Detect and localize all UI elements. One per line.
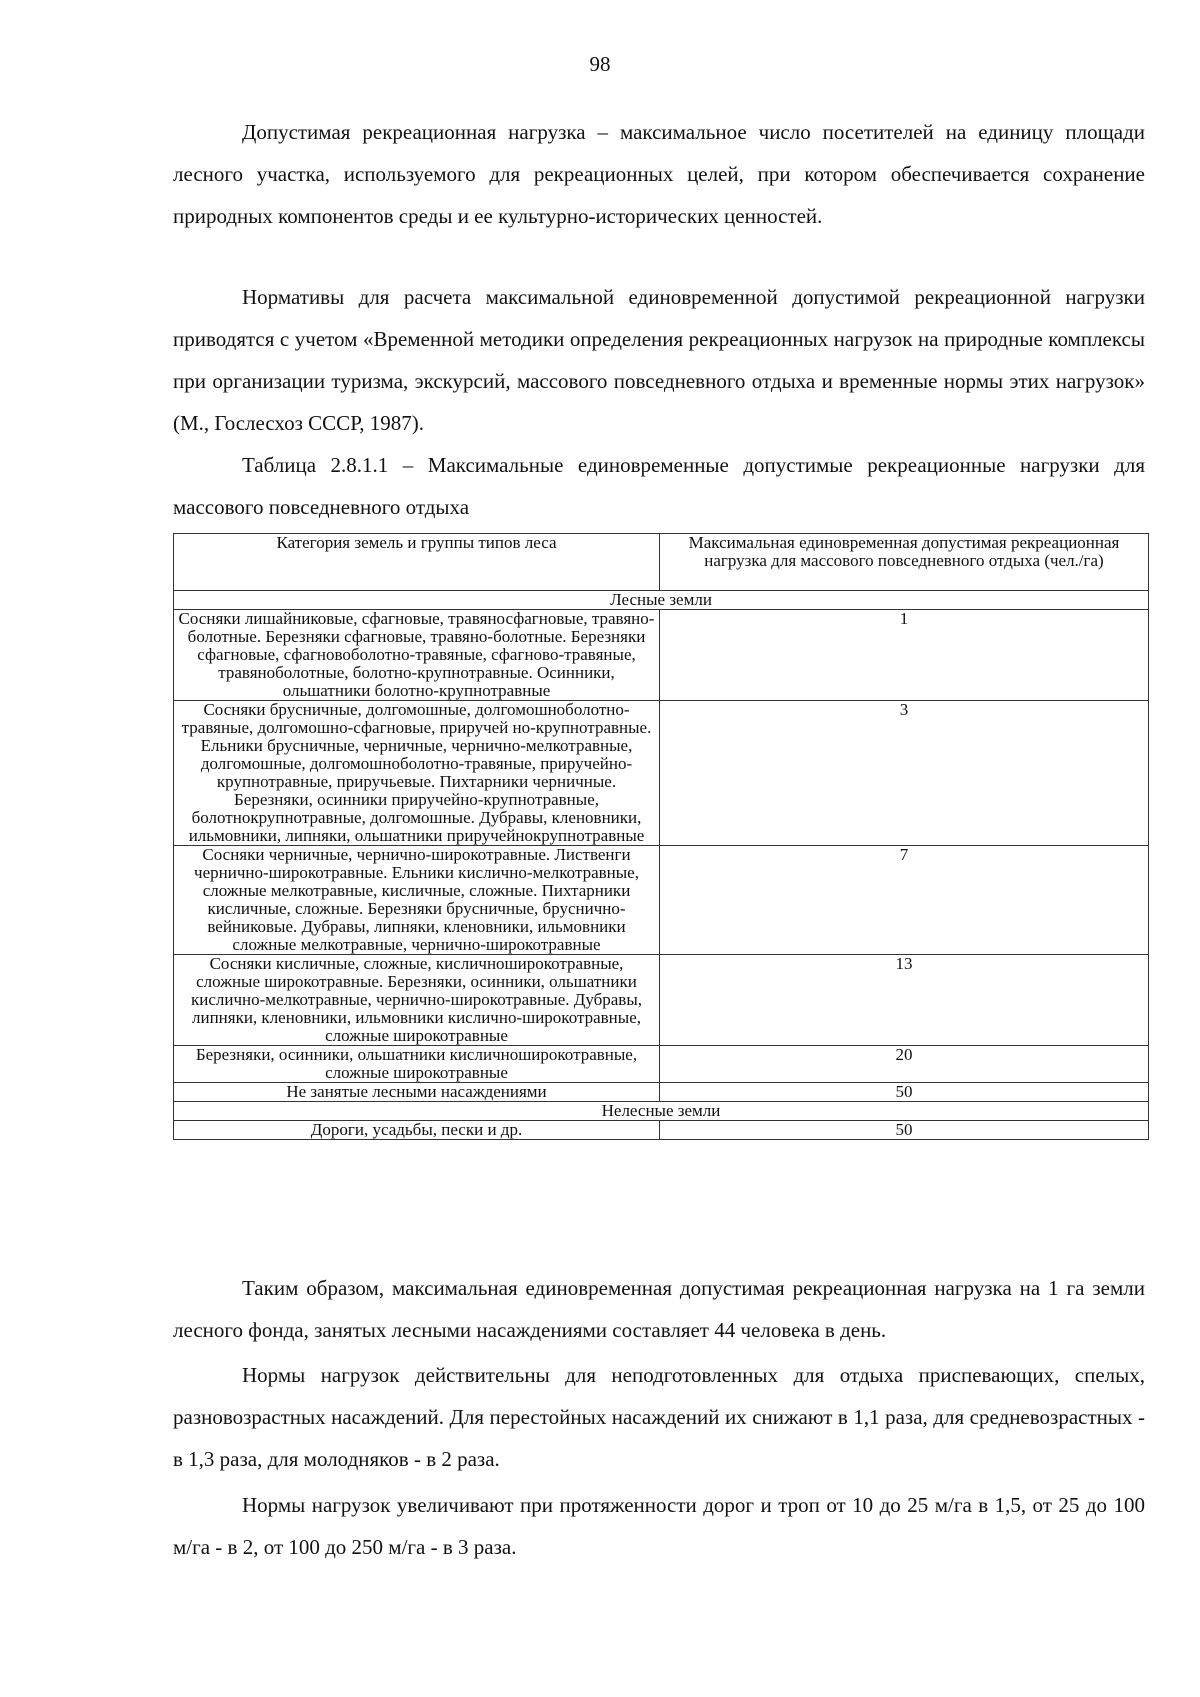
paragraph-text: Нормы нагрузок действительны для неподготовленных для отдыха приспевающих, спелых, разновозрастных насаждений. Для перестойных насаждений их снижают в 1,1 раза, для средневозрастных - в 1,3 раза, для молодняков - в 2 раза.: [173, 1363, 1145, 1471]
row-value: 20: [660, 1046, 1149, 1083]
row-category: Березняки, осинники, ольшатники кисличноширокотравные, сложные широкотравные: [174, 1046, 660, 1083]
row-category: Сосняки лишайниковые, сфагновые, травяносфагновые, травяно-болотные. Березняки сфагновые, травяно-болотные. Березняки сфагновые, сфагновоболотно-травяные, сфагново-травяные, травяноболотные, болотно-крупнотравные. Осинники, ольшатники болотно-крупнотравные: [174, 610, 660, 701]
table-caption-text: Таблица 2.8.1.1 – Максимальные единовременные допустимые рекреационные нагрузки для массового повседневного отдыха: [173, 453, 1145, 519]
row-value: 50: [660, 1083, 1149, 1102]
section-row-forest: [174, 591, 1149, 610]
header-category: Категория земель и группы типов леса: [174, 534, 660, 591]
row-category: Сосняки брусничные, долгомошные, долгомошноболотно-травяные, долгомошно-сфагновые, приручей но-крупнотравные. Ельники брусничные, черничные, чернично-мелкотравные, долгомошные, долгомошноболотно-травяные, приручейно-крупнотравные, приручьевые. Пихтарники черничные. Березняки, осинники приручейно-крупнотравные, болотнокрупнотравные, долгомошные. Дубравы, кленовники, ильмовники, липняки, ольшатники приручейнокрупнотравные: [174, 701, 660, 846]
recreation-load-table: [173, 533, 1149, 1140]
table-row: [174, 1046, 1149, 1083]
page-number: 98: [589, 52, 611, 76]
paragraph-text: Нормы нагрузок увеличивают при протяженности дорог и троп от 10 до 25 м/га в 1,5, от 25 до 100 м/га - в 2, от 100 до 250 м/га - в 3 раза.: [173, 1493, 1145, 1559]
paragraph-road-adjustment: [173, 1484, 1145, 1568]
section-row-nonforest: [174, 1102, 1149, 1121]
row-value: 3: [660, 701, 1149, 846]
paragraph-text: Нормативы для расчета максимальной единовременной допустимой рекреационной нагрузки приводятся с учетом «Временной методики определения рекреационных нагрузок на природные комплексы при организации туризма, экскурсий, массового повседневного отдыха и временные нормы этих нагрузок» (М., Гослесхоз СССР, 1987).: [173, 285, 1145, 435]
row-category: Дороги, усадьбы, пески и др.: [174, 1121, 660, 1140]
row-value: 13: [660, 955, 1149, 1046]
row-value: 50: [660, 1121, 1149, 1140]
row-category: Не занятые лесными насаждениями: [174, 1083, 660, 1102]
row-category: Сосняки черничные, чернично-широкотравные. Лиственги чернично-широкотравные. Ельники кислично-мелкотравные, сложные мелкотравные, кисличные, сложные. Пихтарники кисличные, сложные. Березняки брусничные, бруснично-вейниковые. Дубравы, липняки, кленовники, ильмовники сложные мелкотравные, чернично-широкотравные: [174, 846, 660, 955]
row-value: 7: [660, 846, 1149, 955]
paragraph-text: Таким образом, максимальная единовременная допустимая рекреационная нагрузка на 1 га земли лесного фонда, занятых лесными насаждениями составляет 44 человека в день.: [173, 1276, 1145, 1342]
paragraph-text: Допустимая рекреационная нагрузка – максимальное число посетителей на единицу площади лесного участка, используемого для рекреационных целей, при котором обеспечивается сохранение природных компонентов среды и ее культурно-исторических ценностей.: [173, 120, 1145, 228]
table-row: [174, 701, 1149, 846]
table-row: [174, 1083, 1149, 1102]
section-nonforest-lands: Нелесные земли: [174, 1102, 1149, 1121]
table-row: [174, 846, 1149, 955]
paragraph-definition: [173, 111, 1145, 237]
table-row: [174, 955, 1149, 1046]
recreation-load-table-wrapper: [173, 533, 1148, 1140]
table-row: [174, 610, 1149, 701]
row-category: Сосняки кисличные, сложные, кисличноширокотравные, сложные широкотравные. Березняки, осинники, ольшатники кислично-мелкотравные, чернично-широкотравные. Дубравы, липняки, кленовники, ильмовники кислично-широкотравные, сложные широкотравные: [174, 955, 660, 1046]
paragraph-conclusion: [173, 1267, 1145, 1351]
row-value: 1: [660, 610, 1149, 701]
paragraph-age-adjustment: [173, 1354, 1145, 1480]
table-caption: [173, 444, 1145, 528]
header-max-load: Максимальная единовременная допустимая рекреационная нагрузка для массового повседневного отдыха (чел./га): [660, 534, 1149, 591]
table-row: [174, 1121, 1149, 1140]
table-header-row: [174, 534, 1149, 591]
section-forest-lands: Лесные земли: [174, 591, 1149, 610]
paragraph-norms-source: [173, 276, 1145, 444]
